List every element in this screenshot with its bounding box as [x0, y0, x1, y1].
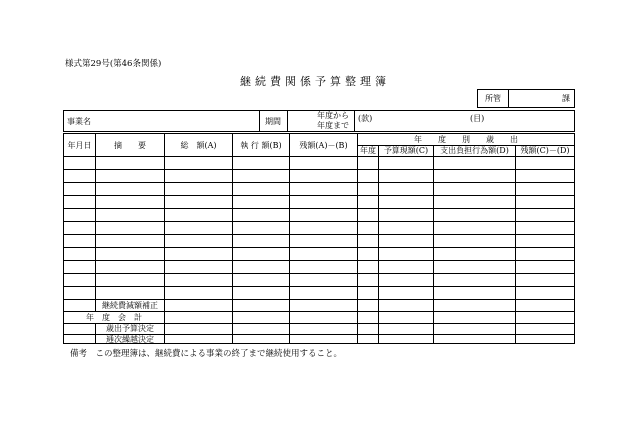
footer-row-carryover-decision: 逓次繰越決定	[106, 334, 154, 344]
period-to: 年度まで	[317, 121, 349, 130]
header-total: 総 額(A)	[180, 140, 217, 150]
department-label: 所管	[478, 90, 509, 107]
project-row	[63, 110, 575, 132]
period-label: 期間	[265, 116, 281, 126]
moku-label: (目)	[470, 114, 485, 123]
footer-row-reduction: 継続費減額補正	[102, 300, 158, 310]
page-title: 継続費関係予算整理簿	[240, 75, 390, 88]
footer-row-fiscal-year: 年 度 会 計	[64, 312, 164, 323]
header-year: 年度	[360, 146, 376, 155]
header-executed: 執 行 額(B)	[240, 140, 282, 150]
header-date: 年月日	[67, 140, 92, 150]
header-balance-cd: 残額(C)－(D)	[520, 146, 570, 155]
header-yearly-expenditure: 年 度 別 歳 出	[414, 135, 518, 144]
period-from: 年度から	[317, 111, 349, 120]
header-balance: 残額(A)－(B)	[299, 140, 348, 150]
project-name-label: 事業名	[67, 116, 91, 126]
footer-row-budget-decision: 歳出予算決定	[106, 324, 154, 333]
kan-label: (款)	[358, 114, 373, 123]
section-suffix: 課	[562, 94, 570, 103]
form-number: 様式第29号(第46条関係)	[65, 59, 162, 69]
period-range	[288, 111, 353, 131]
department-box	[477, 89, 575, 108]
header-payment-burden: 支出負担行為額(D)	[440, 146, 509, 155]
header-summary: 摘 要	[114, 140, 146, 150]
header-budget-current: 予算現額(C)	[383, 146, 429, 155]
remarks-note: 備考 この整理簿は、継続費による事業の終了まで継続使用すること。	[70, 349, 343, 359]
ledger-table	[63, 133, 575, 344]
